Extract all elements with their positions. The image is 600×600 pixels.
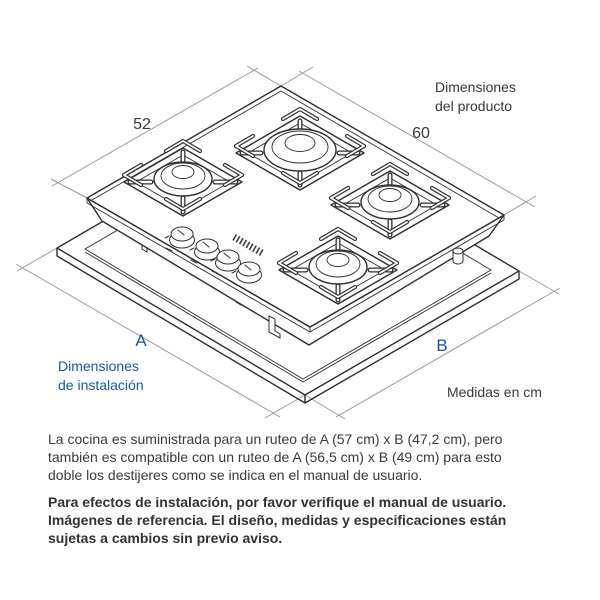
product-dims-line1: Dimensiones [435, 79, 516, 95]
disclaimer-line-2: Imágenes de referencia. El diseño, medidas y especificaciones están [48, 512, 507, 528]
intro-line-1: La cocina es suministrada para un ruteo de A (57 cm) x B (47,2 cm), pero [48, 431, 503, 447]
gas-inlet [453, 248, 463, 264]
dim-a-label: A [135, 331, 147, 350]
intro-paragraph [48, 430, 573, 484]
dim-b-label: B [436, 336, 448, 355]
product-dims-line2: del producto [435, 98, 513, 114]
disclaimer-line-1: Para efectos de instalación, por favor verifique el manual de usuario. [48, 494, 507, 510]
installation-dimensions-caption [58, 358, 144, 393]
dim-52-label: 52 [133, 116, 151, 133]
install-dims-line2: de instalación [58, 377, 144, 393]
install-dims-line1: Dimensiones [58, 358, 139, 374]
product-dimensions-caption [435, 79, 516, 114]
disclaimer-paragraph [48, 493, 573, 547]
body-copy [48, 430, 573, 547]
intro-line-3: doble los destijeres como se indica en el manual de usuario. [48, 467, 423, 483]
units-caption: Medidas en cm [447, 384, 542, 400]
dim-60-label: 60 [412, 125, 430, 142]
disclaimer-line-3: sujetas a cambios sin previo aviso. [48, 530, 283, 546]
intro-line-2: también es compatible con un ruteo de A (56,5 cm) x B (49 cm) para esto [48, 449, 502, 465]
